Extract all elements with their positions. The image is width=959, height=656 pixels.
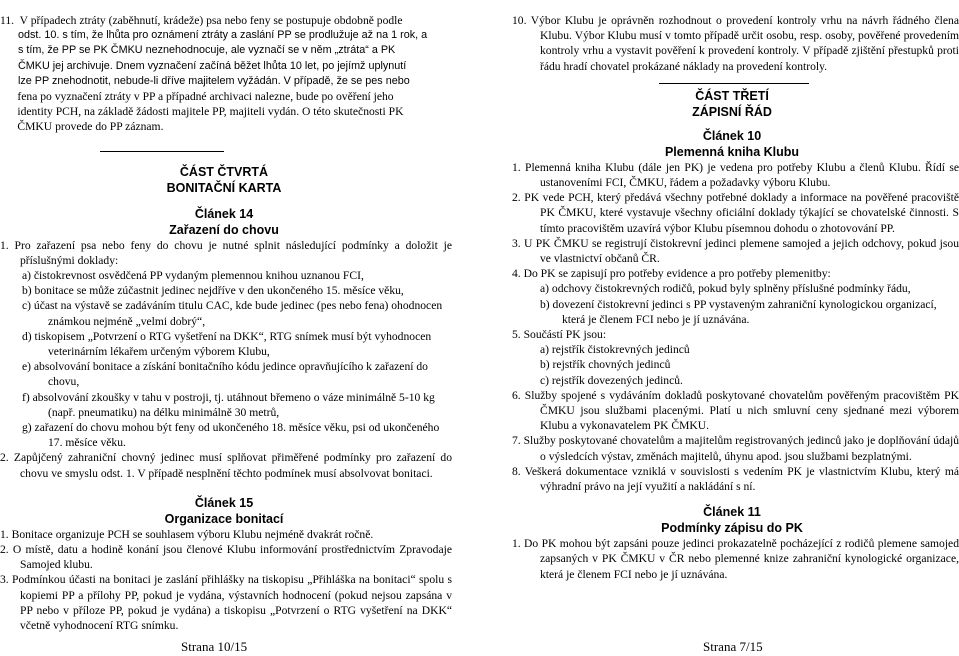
- article-14-item-c: c) účast na výstavě se zadáváním titulu CAC, kde bude jedinec (pes nebo fena) ohodnocen známkou nejméně „velmi dobrý“,: [22, 299, 443, 328]
- p11-line-6: fena po vyznačení ztráty v PP a případné archivaci nalezne, bude po ověření jeho: [0, 90, 394, 104]
- article-15-item-1: 1. Bonitace organizuje PCH se souhlasem výboru Klubu nejméně dvakrát ročně.: [0, 527, 374, 541]
- part-four-title: ČÁST ČTVRTÁ: [179, 164, 269, 179]
- right-page-number: Strana 7/15: [703, 638, 763, 654]
- part-three-subtitle: ZÁPISNÍ ŘÁD: [692, 104, 772, 119]
- p11-line-3: s tím, že PP se PK ČMKU neznehodnocuje, ale vyznačí se v něm „ztráta“ a PK: [0, 44, 396, 57]
- article-14-item-g: g) zařazení do chovu mohou být feny od ukončeného 18. měsíce věku, psi od ukončeného 17. měsíce věku.: [22, 421, 440, 450]
- p11-line-4: ČMKU jej archivuje. Dnem vyznačení začíná běžet lhůta 10 let, po jejímž uplynutí: [0, 59, 407, 72]
- article-14-item-f: f) absolvování zkoušky v tahu v postroji, tj. utáhnout břemeno o váze minimálně 5-10 kg (např. pneumatiku) na délku minimálně 30 metrů,: [22, 390, 435, 419]
- section-divider: [659, 83, 809, 84]
- article-14-item-1: 1. Pro zařazení psa nebo feny do chovu je nutné splnit následující podmínky a doložit je příslušnými doklady:: [0, 238, 452, 267]
- p11-line-7: identity PCH, na základě žádosti majitele PP, majiteli vydán. O této skutečnosti PK: [0, 105, 404, 119]
- part-four-subtitle: BONITAČNÍ KARTA: [166, 180, 282, 195]
- article-10-subtitle: Plemenná kniha Klubu: [664, 144, 800, 159]
- article-11-item-1: 1. Do PK mohou být zapsáni pouze jedinci prokazatelně pocházející z rodičů plemene samojed zapsaných v PK ČMKU v ČR nebo plemenné knize zahraniční kynologické organizace, která je členem FCI nebo je jí uznávána.: [512, 537, 959, 581]
- p11-line-5: lze PP znehodnotit, nebude-li dříve majitelem vyžádán. V případě, že se pes nebo: [0, 74, 410, 87]
- article-10-item-4a: a) odchovy čistokrevných rodičů, pokud byly splněny příslušné podmínky řádu,: [540, 282, 911, 296]
- section-divider: [100, 151, 224, 152]
- article-14-item-d: d) tiskopisem „Potvrzení o RTG vyšetření na DKK“, RTG snímek musí být vyhodnocen veterinárním lékařem určeným výborem Klubu,: [22, 329, 432, 359]
- article-14-item-e: e) absolvování bonitace a získání bonitačního kódu jedince opravňujícího k zařazení do chovu,: [22, 360, 428, 389]
- article-14-item-a: a) čistokrevnost osvědčená PP vydaným plemennou knihou uznanou FCI,: [22, 269, 364, 283]
- article-10-item-3: 3. U PK ČMKU se registrují čistokrevní jedinci plemene samojed a jejich odchovy, pokud jsou ve vlastnictví občanů ČR.: [512, 236, 959, 266]
- article-15-subtitle: Organizace bonitací: [164, 511, 284, 526]
- article-10-item-2: 2. PK vede PCH, který předává všechny potřebné doklady a informace na pověřené pracoviště PK ČMKU, které vystavuje všechny oficiální doklady týkající se chovatelské činnosti. S tímto pracovištěm uzavírá výbor Klubu písemnou dohodu o zhotovování PP.: [512, 191, 959, 235]
- article-10-item-4b: b) dovezení čistokrevní jedinci s PP vystaveným zahraniční kynologickou organizací, která je členem FCI nebo je jí uznávána.: [540, 297, 937, 326]
- article-11-subtitle: Podmínky zápisu do PK: [661, 521, 803, 536]
- article-15-item-2: 2. O místě, datu a hodině konání jsou členové Klubu informování prostřednictvím Zpravodaje Samojed klubu.: [0, 543, 452, 572]
- article-10-item-5c: c) rejstřík dovezených jedinců.: [540, 373, 683, 387]
- left-page: [0, 13, 452, 633]
- part-three-title: ČÁST TŘETÍ: [695, 88, 769, 103]
- right-paragraph-10: 10. Výbor Klubu je oprávněn rozhodnout o provedení kontroly vrhu na návrh řádného člena Klubu. Výbor Klubu musí v tomto případě určit osobu, resp. osoby, pověřené provedením kontroly vrhu a vystavit pověření k provedení kontroly. V případě zjištění přestupků proti řádu hradí chovatel prokázané náklady na provedení kontroly.: [512, 14, 959, 73]
- article-10-title: Článek 10: [702, 128, 762, 143]
- article-10-item-1: 1. Plemenná kniha Klubu (dále jen PK) je vedena pro potřeby Klubu a členů Klubu. Řídí se ustanoveními FCI, ČMKU, řádem a požadavky výboru Klubu.: [512, 160, 959, 190]
- article-10-item-7: 7. Služby poskytované chovatelům a majitelům registrovaných jedinců jako je doplňování údajů o výsledcích výstav, změnách majitelů, úhynu apod. jsou službami bezplatnými.: [512, 434, 959, 463]
- article-10-item-4: 4. Do PK se zapisují pro potřeby evidence a pro potřeby plemenitby:: [512, 267, 831, 281]
- article-14-item-b: b) bonitace se může zúčastnit jedinec nejdříve v den ukončeného 15. měsíce věku,: [22, 284, 404, 298]
- article-14-title: Článek 14: [194, 206, 254, 221]
- article-10-item-8: 8. Veškerá dokumentace vzniklá v souvislosti s vedením PK je vlastnictvím Klubu, který má výhradní právo na její využití a nakládání s ní.: [512, 464, 959, 494]
- article-14-item-2: 2. Zapůjčený zahraniční chovný jedinec musí splňovat přiměřené podmínky pro zařazení do chovu ve smyslu odst. 1. V případě nesplnění těchto podmínek musí absolvovat bonitaci.: [0, 451, 452, 480]
- p11-line-8: ČMKU provede do PP záznam.: [0, 120, 164, 134]
- article-15-title: Článek 15: [194, 495, 254, 510]
- article-15-item-3: 3. Podmínkou účasti na bonitaci je zaslání přihlášky na tiskopisu „Přihláška na bonitaci“ spolu s kopiemi PP a přílohy PP, pokud je vydána, výstavních hodnocení (pokud nejsou zapsána v PP nebo v příloze PP, pokud je vydána) a tiskopisu „Potvrzení o RTG vyšetření na DKK“ včetně vyhodnocení RTG snímku.: [0, 573, 452, 633]
- article-10-item-5b: b) rejstřík chovných jedinců: [540, 358, 671, 372]
- article-14-subtitle: Zařazení do chovu: [169, 222, 279, 237]
- left-paragraph-11: [0, 13, 452, 135]
- article-10-item-5: 5. Součástí PK jsou:: [512, 328, 607, 342]
- p11-line-1: 11. V případech ztráty (zaběhnutí, krádeže) psa nebo feny se postupuje obdobně podle: [0, 14, 403, 27]
- article-11-title: Článek 11: [703, 505, 761, 520]
- p11-line-2: odst. 10. s tím, že lhůta pro oznámení ztráty a zaslání PP se prodlužuje až na 1 rok, a: [0, 29, 428, 42]
- left-page-number: Strana 10/15: [181, 638, 248, 654]
- right-page: [512, 13, 959, 582]
- article-10-item-6: 6. Služby spojené s vydáváním dokladů poskytované chovatelům pověřeným pracovištěm PK ČMKU jsou službami placenými. Platí u nich smluvní ceny sjednané mezi výborem Klubu a vykonavatelem PK ČMKU.: [512, 388, 959, 433]
- article-10-item-5a: a) rejstřík čistokrevných jedinců: [540, 343, 690, 357]
